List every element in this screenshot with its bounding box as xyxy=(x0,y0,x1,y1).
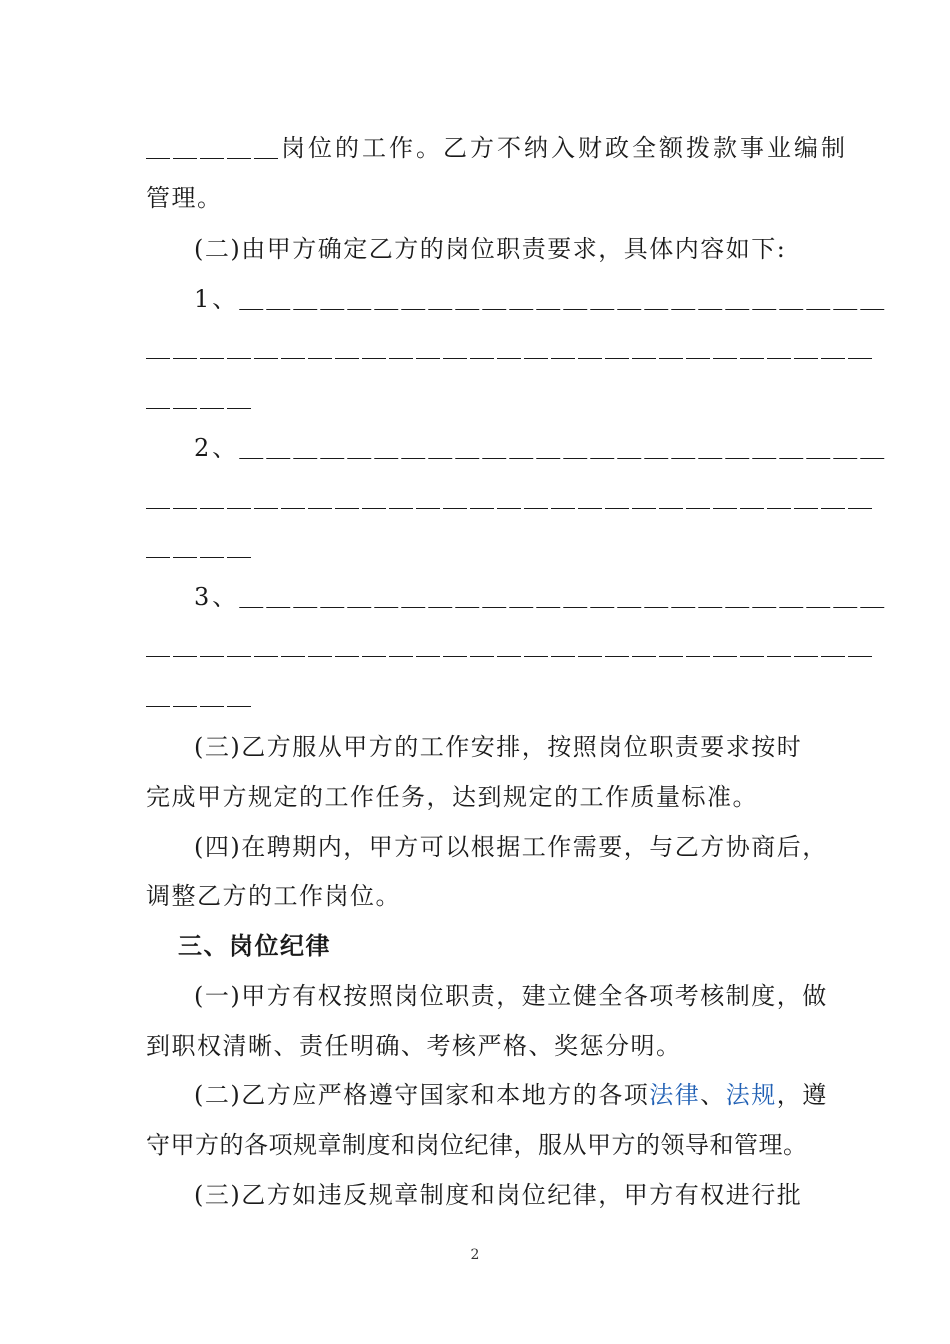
regulation-link[interactable]: 法规 xyxy=(725,1081,777,1109)
blank-line: ＿＿＿＿＿＿＿＿＿＿＿＿＿＿＿＿＿＿＿＿＿＿＿＿＿＿＿ xyxy=(146,334,875,362)
paragraph-line: (一)甲方有权按照岗位职责，建立健全各项考核制度，做 xyxy=(194,982,828,1010)
paragraph-line: 守甲方的各项规章制度和岗位纪律，服从甲方的领导和管理。 xyxy=(146,1131,808,1159)
paragraph-line: 管理。 xyxy=(146,184,223,212)
blank-line: ＿＿＿＿＿＿＿＿＿＿＿＿＿＿＿＿＿＿＿＿＿＿＿＿＿＿＿ xyxy=(146,484,875,512)
paragraph-line: (三)乙方如违反规章制度和岗位纪律，甲方有权进行批 xyxy=(194,1181,803,1209)
paragraph-line: (二)由甲方确定乙方的岗位职责要求，具体内容如下: xyxy=(194,235,787,263)
section-heading: 三、岗位纪律 xyxy=(178,931,331,960)
paragraph-line: (四)在聘期内，甲方可以根据工作需要，与乙方协商后， xyxy=(194,833,828,861)
blank-line: ＿＿＿＿＿＿＿＿＿＿＿＿＿＿＿＿＿＿＿＿＿＿＿＿＿＿＿ xyxy=(146,632,875,660)
page-number: 2 xyxy=(470,1247,480,1263)
blank-line: ＿＿＿＿ xyxy=(146,533,254,561)
law-link[interactable]: 法律 xyxy=(649,1081,701,1109)
paragraph-line: (三)乙方服从甲方的工作安排，按照岗位职责要求按时 xyxy=(194,733,803,761)
list-item-3: 3、＿＿＿＿＿＿＿＿＿＿＿＿＿＿＿＿＿＿＿＿＿＿＿＿ xyxy=(194,583,888,611)
text-segment: (二)乙方应严格遵守国家和本地方的各项 xyxy=(194,1081,650,1109)
paragraph-line: 调整乙方的工作岗位。 xyxy=(146,882,401,910)
paragraph-line: 完成甲方规定的工作任务，达到规定的工作质量标准。 xyxy=(146,783,758,811)
paragraph-line: ＿＿＿＿＿岗位的工作。乙方不纳入财政全额拨款事业编制 xyxy=(146,134,848,162)
list-item-2: 2、＿＿＿＿＿＿＿＿＿＿＿＿＿＿＿＿＿＿＿＿＿＿＿＿ xyxy=(194,434,888,462)
blank-line: ＿＿＿＿ xyxy=(146,384,254,412)
paragraph-line: 到职权清晰、责任明确、考核严格、奖惩分明。 xyxy=(146,1032,682,1060)
list-item-1: 1、＿＿＿＿＿＿＿＿＿＿＿＿＿＿＿＿＿＿＿＿＿＿＿＿ xyxy=(194,285,888,313)
text-segment: ，遵 xyxy=(776,1081,828,1109)
paragraph-line xyxy=(194,1079,828,1111)
blank-line: ＿＿＿＿ xyxy=(146,682,254,710)
text-segment: 、 xyxy=(700,1081,726,1109)
